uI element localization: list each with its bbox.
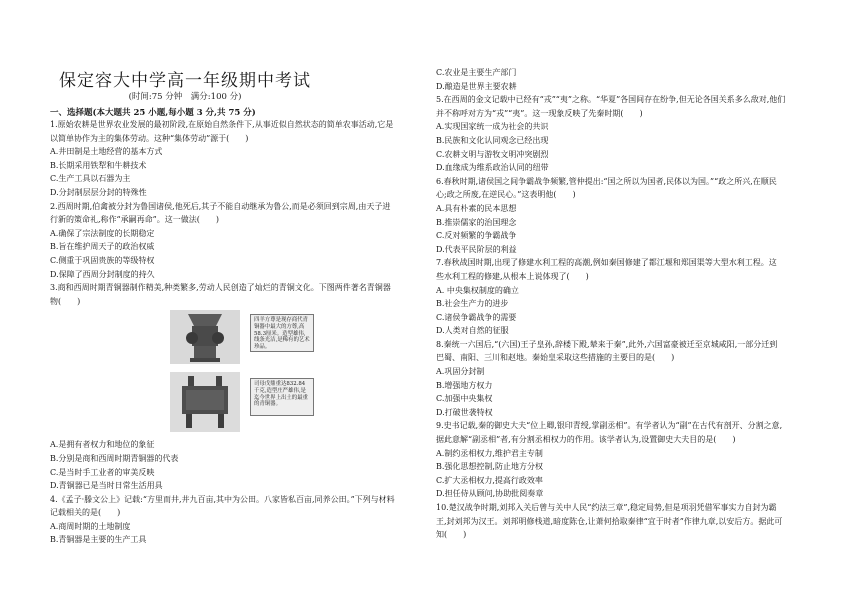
answer-option: B.推崇儒家的治国理念	[436, 217, 517, 227]
answer-option: D.保障了西周分封制度的持久	[50, 269, 155, 279]
answer-option: B.长期采用铁犁和牛耕技术	[50, 160, 147, 170]
question-stem-line: 7.春秋战国时期,出现了修建水利工程的高潮,例如秦国修建了都江堰和郑国渠等大型水利工程。这	[436, 258, 777, 268]
answer-option: C.侧重于巩固贵族的等级特权	[50, 255, 155, 265]
left-lines-a	[50, 118, 420, 308]
answer-option: C.加强中央集权	[436, 394, 493, 404]
question-stem-line: 1.原始农耕是世界农业发展的最初阶段,在原始自然条件下,从事近似自然状态的简单农事活动,它是	[50, 120, 394, 129]
question-stem-line: 6.春秋时期,诸侯国之间争霸战争频繁,管仲提出:“国之所以为国者,民体以为国。”“政之所兴,在顺民	[436, 176, 777, 186]
left-lines-b	[50, 438, 420, 547]
text-line: 巴蜀、南阳、三川和赵地。秦始皇采取这些措施的主要目的是( )	[436, 353, 675, 363]
answer-option: D.血缘成为维系政治认同的纽带	[436, 163, 549, 173]
answer-option: A.井田制是土地经营的基本方式	[50, 147, 163, 157]
text-line: 以简单协作为主的集体劳动。这种“集体劳动”源于( )	[50, 133, 249, 143]
exam-title: 保定容大中学高一年级期中考试	[59, 71, 311, 91]
text-line: 些水利工程的修建,从根本上说体现了( )	[436, 271, 589, 281]
answer-option: D.担任侍从顾问,协助批阅奏章	[436, 489, 544, 499]
answer-option: C.诸侯争霸战争的需要	[436, 312, 517, 322]
answer-option: D.酿造是世界主要农耕	[436, 81, 517, 91]
answer-option: C.扩大丞相权力,提高行政效率	[436, 475, 543, 485]
answer-option: A.是拥有者权力和地位的象征	[50, 440, 155, 450]
text-line: 王,封刘邦为汉王。刘邦明修栈道,暗度陈仓,让萧何拾取秦律“宜于时者”作律九章,以安后方。据此可	[436, 516, 783, 526]
caption-four-ram-zun: 四羊方尊是现存商代青铜器中最大的方尊,高58.3厘米。造型雄伟,线条光洁,是稀有的艺术珍品。	[250, 314, 314, 352]
answer-option: A.具有朴素的民本思想	[436, 203, 517, 213]
answer-option: D.代表平民阶层的利益	[436, 244, 517, 254]
text-line: 记载相关的是( )	[50, 508, 121, 518]
answer-option: A.确保了宗法制度的长期稳定	[50, 228, 155, 238]
text-line: 心;政之所废,在逆民心。”这表明他( )	[436, 190, 576, 200]
text-line: 行新的策命礼,称作“承嗣再命”。这一做法( )	[50, 215, 219, 225]
answer-option: B.分别是商和西周时期青铜器的代表	[50, 453, 179, 463]
answer-option: B.青铜器是主要的生产工具	[50, 535, 147, 545]
right-lines	[436, 66, 814, 542]
answer-option: A.商周时期的土地制度	[50, 521, 131, 531]
text-line: 知( )	[436, 530, 467, 540]
answer-option: C.是当时手工业者的审美反映	[50, 467, 155, 477]
text-line: 并不称呼对方为“戎”“夷”。这一现象反映了先秦时期( )	[436, 108, 643, 118]
answer-option: B.强化思想控制,防止地方分权	[436, 462, 543, 472]
answer-option: D.青铜器已是当时日常生活用具	[50, 481, 163, 491]
question-stem-line: 9.史书记载,秦的御史大夫“位上卿,银印青绶,掌副丞相”。有学者认为“副”在古代有剖开、分割之意,	[436, 421, 783, 431]
answer-option: A.制约丞相权力,维护君主专制	[436, 448, 543, 458]
question-stem-line: 4.《孟子·滕文公上》记载:“方里而井,井九百亩,其中为公田。八家皆私百亩,同养公田。”下列与材料	[50, 494, 395, 504]
answer-option: B.旨在维护周天子的政治权威	[50, 242, 155, 252]
answer-option: C.农业是主要生产部门	[436, 68, 517, 77]
left-text-block-a	[50, 106, 420, 547]
text-line: 物( )	[50, 296, 81, 306]
question-stem-line: 10.楚汉战争时期,刘邦入关后曾与关中人民“约法三章”,稳定局势,但是项羽凭借军事实力自封为霸	[436, 503, 777, 512]
answer-option: D.人类对自然的征服	[436, 326, 509, 336]
caption-simuwu-ding: 司母戊鼎重达832.84千克,造型庄严雄伟,是迄今世界上出土的最重的青铜器。	[250, 378, 314, 416]
simuwu-ding-image	[170, 372, 240, 432]
answer-option: D.分封制层层分封的特殊性	[50, 187, 147, 197]
text-line: 据此意解“副丞相”者,有分割丞相权力的作用。该学者认为,设置御史大夫目的是( )	[436, 435, 736, 445]
answer-option: C.农耕文明与游牧文明冲突剧烈	[436, 149, 549, 159]
answer-option: C.生产工具以石器为主	[50, 174, 131, 184]
question-stem-line: 5.在西周的金文记载中已经有“戎”“夷”之称。“华夏”各国间存在纷争,但无论各国关系多么敌对,他们	[436, 95, 786, 105]
question-stem-line: 2.西周时期,伯禽被分封为鲁国诸侯,他死后,其子不能自动继承为鲁公,而是必须回到宗周,由天子进	[50, 201, 391, 211]
question-stem-line: 8.秦统一六国后,“(六国)王子皇孙,辞楼下殿,辇来于秦”,此外,六国富豪被迁至京城咸阳,一部分迁到	[436, 339, 778, 349]
answer-option: A.巩固分封制	[436, 367, 485, 377]
answer-option: A. 中央集权制度的确立	[436, 285, 519, 295]
answer-option: D.打破世袭特权	[436, 407, 493, 417]
answer-option: C.反对频繁的争霸战争	[436, 231, 517, 241]
figure-row-2	[50, 368, 420, 438]
exam-subtitle: (时间:75 分钟 满分:100 分)	[128, 92, 242, 102]
answer-option: B.民族和文化认同观念已经出现	[436, 135, 549, 145]
answer-option: B.社会生产力的进步	[436, 299, 509, 309]
question-stem-line: 3.商和西周时期青铜器制作精美,种类繁多,劳动人民创造了灿烂的青铜文化。下图两件著名青铜器	[50, 283, 391, 293]
four-ram-square-zun-image	[170, 310, 240, 364]
answer-option: B.增强地方权力	[436, 380, 493, 390]
section-title: 一、选择题(本大题共 25 小题,每小题 3 分,共 75 分)	[50, 108, 256, 118]
answer-option: A.实现国家统一成为社会的共识	[436, 122, 549, 132]
figure-row-1	[50, 308, 420, 368]
